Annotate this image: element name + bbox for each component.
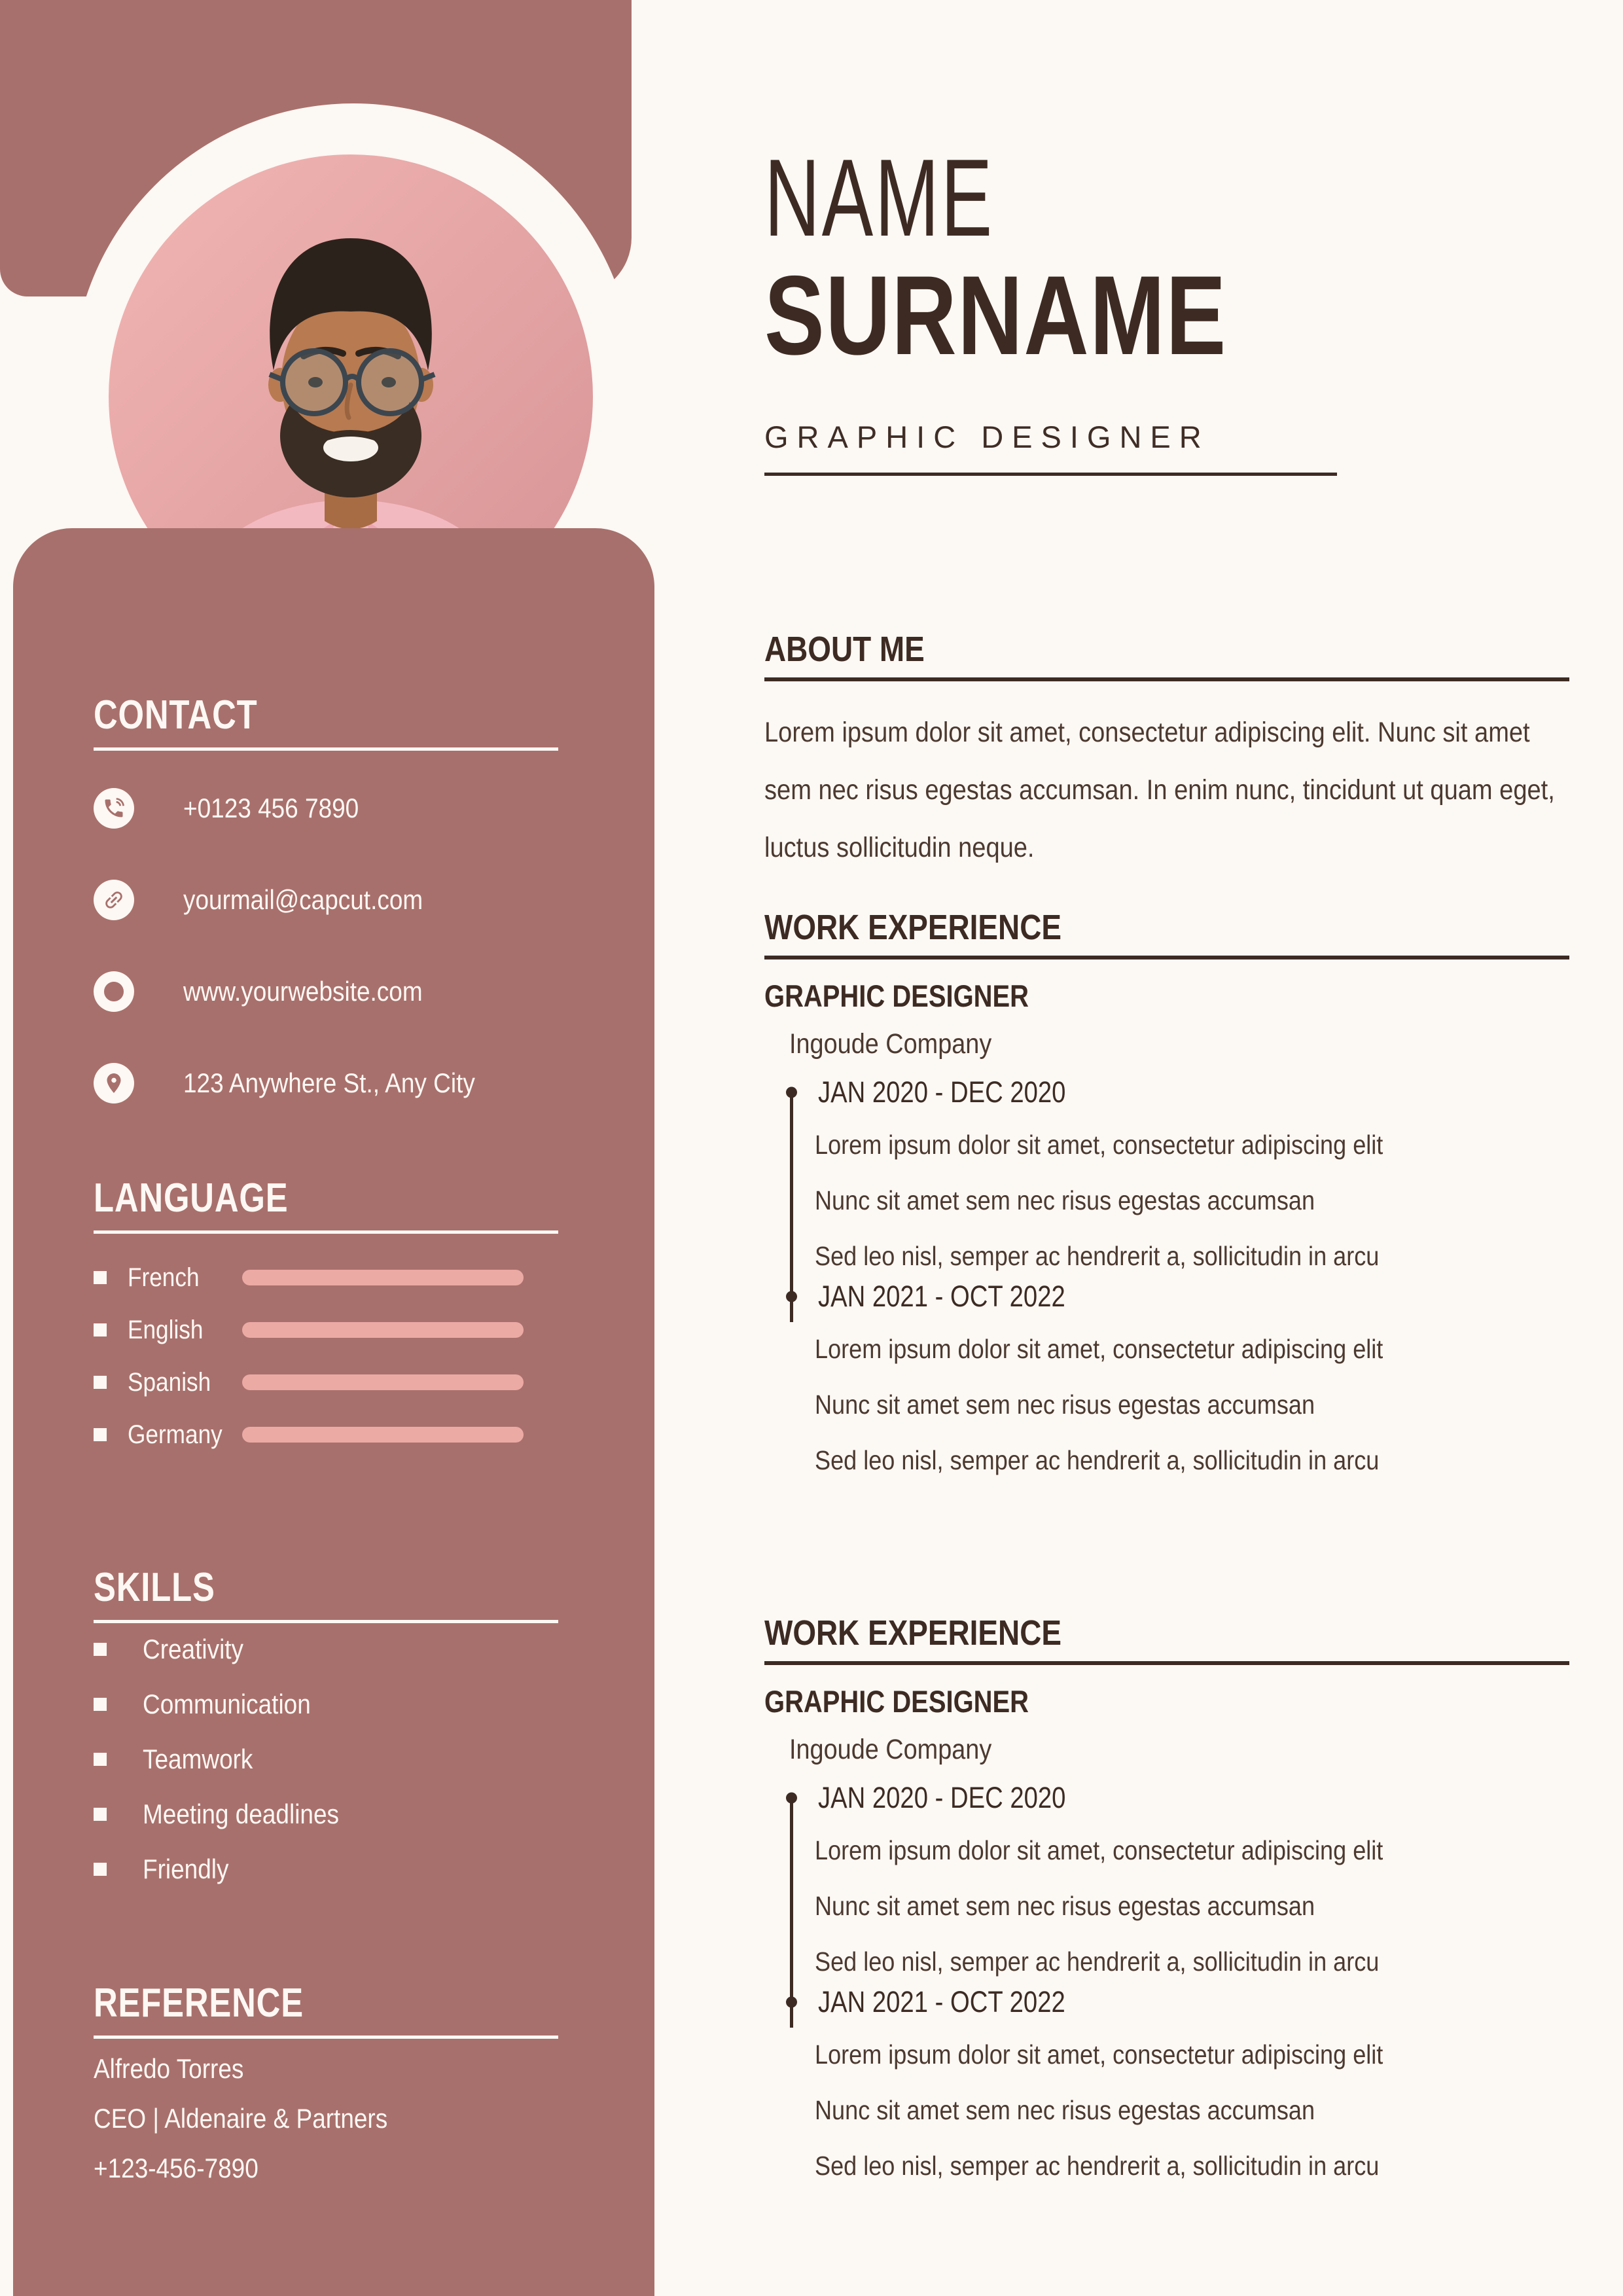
language-divider [94,1230,558,1234]
contact-website-text: www.yourwebsite.com [183,976,423,1007]
square-bullet-icon [94,1271,107,1284]
work-entry-line: Nunc sit amet sem nec risus egestas accumsan [815,1891,1315,1921]
reference-role: CEO | Aldenaire & Partners [94,2103,388,2134]
work-entry-period: JAN 2021 - OCT 2022 [818,1280,1065,1313]
work-entry-line: Sed leo nisl, semper ac hendrerit a, sollicitudin in arcu [815,1946,1380,1977]
last-name-title: SURNAME [764,253,1227,378]
work-title: WORK EXPERIENCE [764,1613,1061,1653]
link-icon [94,880,134,920]
skill-item [94,1800,597,1829]
skill-item [94,1635,597,1664]
skill-item [94,1690,597,1719]
reference-section [94,1983,597,2193]
work-job-title: GRAPHIC DESIGNER [764,978,1029,1013]
work-entry-line: Lorem ipsum dolor sit amet, consectetur adipiscing elit [815,1835,1383,1865]
work-timeline [764,1783,1569,2179]
square-bullet-icon [94,1643,107,1656]
language-bar [242,1374,524,1390]
contact-phone-text: +0123 456 7890 [183,793,359,823]
language-row [94,1369,597,1395]
square-bullet-icon [94,1808,107,1821]
work-entry-period: JAN 2021 - OCT 2022 [818,1985,1065,2018]
work-job-title: GRAPHIC DESIGNER [764,1684,1029,1719]
skill-item [94,1855,597,1884]
work-entry-line: Sed leo nisl, semper ac hendrerit a, sollicitudin in arcu [815,1241,1380,1271]
skill-label: Teamwork [143,1744,253,1774]
work-entry-line: Sed leo nisl, semper ac hendrerit a, sollicitudin in arcu [815,1445,1380,1475]
contact-item-address [94,1063,597,1103]
language-section [94,1175,597,1449]
language-label: Spanish [128,1367,211,1397]
work-divider [764,956,1569,960]
square-bullet-icon [94,1863,107,1876]
language-row [94,1422,597,1448]
language-row [94,1317,597,1343]
work-timeline [764,1077,1569,1474]
skills-title: SKILLS [94,1565,215,1610]
skills-section [94,1565,597,1884]
work-divider [764,1661,1569,1665]
skill-label: Creativity [143,1634,244,1664]
phone-icon [94,788,134,829]
language-label: English [128,1315,204,1344]
skill-label: Meeting deadlines [143,1799,339,1829]
work-title: WORK EXPERIENCE [764,908,1061,947]
language-bar [242,1270,524,1285]
square-bullet-icon [94,1323,107,1336]
reference-phone: +123-456-7890 [94,2153,259,2183]
about-divider [764,677,1569,681]
square-bullet-icon [94,1376,107,1389]
work-entry-line: Lorem ipsum dolor sit amet, consectetur adipiscing elit [815,1130,1383,1160]
contact-item-phone [94,788,597,829]
work-entry [764,1783,1569,1975]
language-label: French [128,1263,200,1292]
language-label: Germany [128,1420,223,1449]
reference-divider [94,2036,558,2039]
work-entry-line: Nunc sit amet sem nec risus egestas accumsan [815,1390,1315,1420]
square-bullet-icon [94,1698,107,1711]
timeline-dot-icon [786,1996,797,2007]
work-entry [764,1077,1569,1270]
timeline-dot-icon [786,1291,797,1302]
work-entry [764,1987,1569,2179]
skills-divider [94,1620,558,1623]
work-entry-line: Sed leo nisl, semper ac hendrerit a, sollicitudin in arcu [815,2151,1380,2181]
work-entry-line: Lorem ipsum dolor sit amet, consectetur adipiscing elit [815,2039,1383,2070]
header-divider [764,473,1337,476]
work-entry [764,1282,1569,1474]
first-name-title: NAME [764,136,994,259]
skill-item [94,1745,597,1774]
about-title: ABOUT ME [764,630,925,669]
work-company: Ingoude Company [789,1734,992,1765]
globe-icon [94,971,134,1012]
contact-item-email [94,880,597,920]
square-bullet-icon [94,1753,107,1766]
work-experience-section-1 [764,910,1569,1474]
language-bar [242,1322,524,1338]
language-bar [242,1427,524,1443]
contact-divider [94,747,558,751]
square-bullet-icon [94,1428,107,1441]
reference-title: REFERENCE [94,1981,304,2026]
work-entry-line: Nunc sit amet sem nec risus egestas accumsan [815,1185,1315,1215]
skill-label: Friendly [143,1854,229,1884]
timeline-dot-icon [786,1086,797,1098]
language-row [94,1265,597,1291]
work-entry-period: JAN 2020 - DEC 2020 [818,1075,1066,1109]
about-text: Lorem ipsum dolor sit amet, consectetur adipiscing elit. Nunc sit amet sem nec risus egestas accumsan. In enim nunc, tincidunt ut quam eget, luctus sollicitudin neque. [764,717,1555,863]
contact-address-text: 123 Anywhere St., Any City [183,1067,475,1098]
location-icon [94,1063,134,1103]
work-entry-line: Lorem ipsum dolor sit amet, consectetur adipiscing elit [815,1334,1383,1364]
contact-email-text: yourmail@capcut.com [183,884,423,915]
job-role-subtitle: GRAPHIC DESIGNER [764,420,1210,454]
contact-section [94,692,597,1103]
about-section [764,632,1569,876]
work-entry-line: Nunc sit amet sem nec risus egestas accumsan [815,2095,1315,2125]
work-company: Ingoude Company [789,1028,992,1060]
timeline-dot-icon [786,1792,797,1803]
skill-label: Communication [143,1689,311,1719]
work-experience-section-2 [764,1615,1569,2179]
language-title: LANGUAGE [94,1175,289,1221]
reference-name: Alfredo Torres [94,2053,244,2084]
work-entry-period: JAN 2020 - DEC 2020 [818,1781,1066,1814]
contact-item-website [94,971,597,1012]
contact-title: CONTACT [94,692,258,738]
